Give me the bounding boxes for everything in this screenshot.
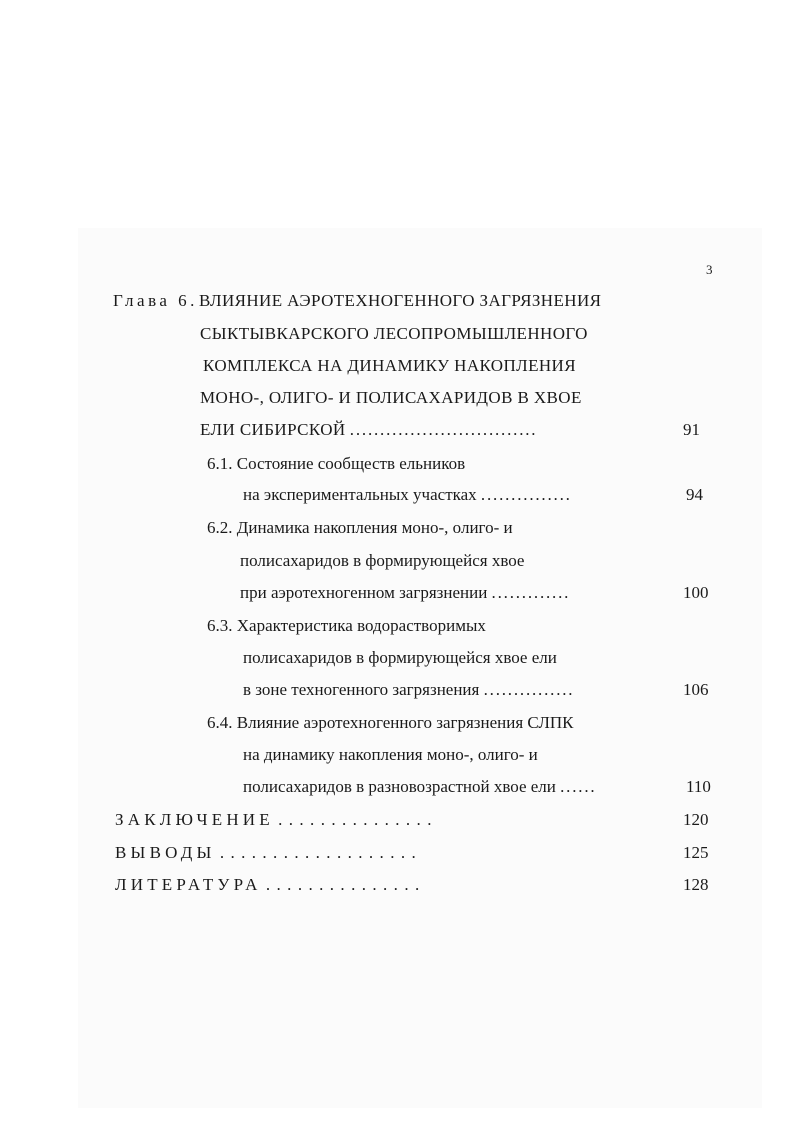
findings-title: ВЫВОДЫ xyxy=(115,843,216,862)
chapter-title-line: ЕЛИ СИБИРСКОЙ xyxy=(200,420,346,439)
literature-entry xyxy=(115,875,426,895)
section-6-2-page-number: 100 xyxy=(683,583,709,602)
section-6-4-line-1: 6.4. Влияние аэротехногенного загрязнения СЛПК xyxy=(207,713,574,732)
section-6-4-line-3 xyxy=(243,777,596,797)
leader-dots: ................... xyxy=(219,843,423,862)
conclusion-page-number: 120 xyxy=(683,810,709,829)
section-6-3-line-2: полисахаридов в формирующейся хвое ели xyxy=(243,648,557,667)
leader-dots: ............... xyxy=(278,810,438,829)
section-6-3-line-1: 6.3. Характеристика водорастворимых xyxy=(207,616,486,635)
section-6-1-line-1: 6.1. Состояние сообществ ельников xyxy=(207,454,466,473)
findings-page-number: 125 xyxy=(683,843,709,862)
conclusion-entry xyxy=(115,810,438,830)
section-6-4-title-end: полисахаридов в разновозрастной хвое ели xyxy=(243,777,556,796)
section-6-1-line-2 xyxy=(243,485,572,505)
section-6-2-line-2: полисахаридов в формирующейся хвое xyxy=(240,551,525,570)
literature-title: ЛИТЕРАТУРА xyxy=(115,875,262,894)
chapter-heading-line-1 xyxy=(113,291,601,311)
leader-dots: ...... xyxy=(560,777,597,796)
chapter-page-number: 91 xyxy=(683,420,700,439)
chapter-title-last-line xyxy=(200,420,537,440)
chapter-title-line: МОНО-, ОЛИГО- И ПОЛИСАХАРИДОВ В ХВОЕ xyxy=(200,388,582,407)
section-6-4-page-number: 110 xyxy=(686,777,711,796)
leader-dots: ............................... xyxy=(349,420,538,439)
leader-dots: ............. xyxy=(491,583,571,602)
section-6-2-title-end: при аэротехногенном загрязнении xyxy=(240,583,488,602)
section-6-3-page-number: 106 xyxy=(683,680,709,699)
section-6-3-line-3 xyxy=(243,680,574,700)
chapter-label: Глава 6. xyxy=(113,291,198,310)
chapter-title-line: КОМПЛЕКСА НА ДИНАМИКУ НАКОПЛЕНИЯ xyxy=(203,356,576,375)
leader-dots: ............... xyxy=(265,875,426,894)
chapter-title-line: СЫКТЫВКАРСКОГО ЛЕСОПРОМЫШЛЕННОГО xyxy=(200,324,588,343)
page-number: 3 xyxy=(706,262,713,277)
section-6-1-page-number: 94 xyxy=(686,485,703,504)
leader-dots: ............... xyxy=(480,485,572,504)
section-6-4-line-2: на динамику накопления моно-, олиго- и xyxy=(243,745,538,764)
conclusion-title: ЗАКЛЮЧЕНИЕ xyxy=(115,810,274,829)
section-6-1-title-end: на экспериментальных участках xyxy=(243,485,477,504)
leader-dots: ............... xyxy=(483,680,575,699)
section-6-3-title-end: в зоне техногенного загрязнения xyxy=(243,680,480,699)
section-6-2-line-1: 6.2. Динамика накопления моно-, олиго- и xyxy=(207,518,513,537)
literature-page-number: 128 xyxy=(683,875,709,894)
section-6-2-line-3 xyxy=(240,583,570,603)
chapter-title-line: ВЛИЯНИЕ АЭРОТЕХНОГЕННОГО ЗАГРЯЗНЕНИЯ xyxy=(198,291,602,310)
findings-entry xyxy=(115,843,422,863)
